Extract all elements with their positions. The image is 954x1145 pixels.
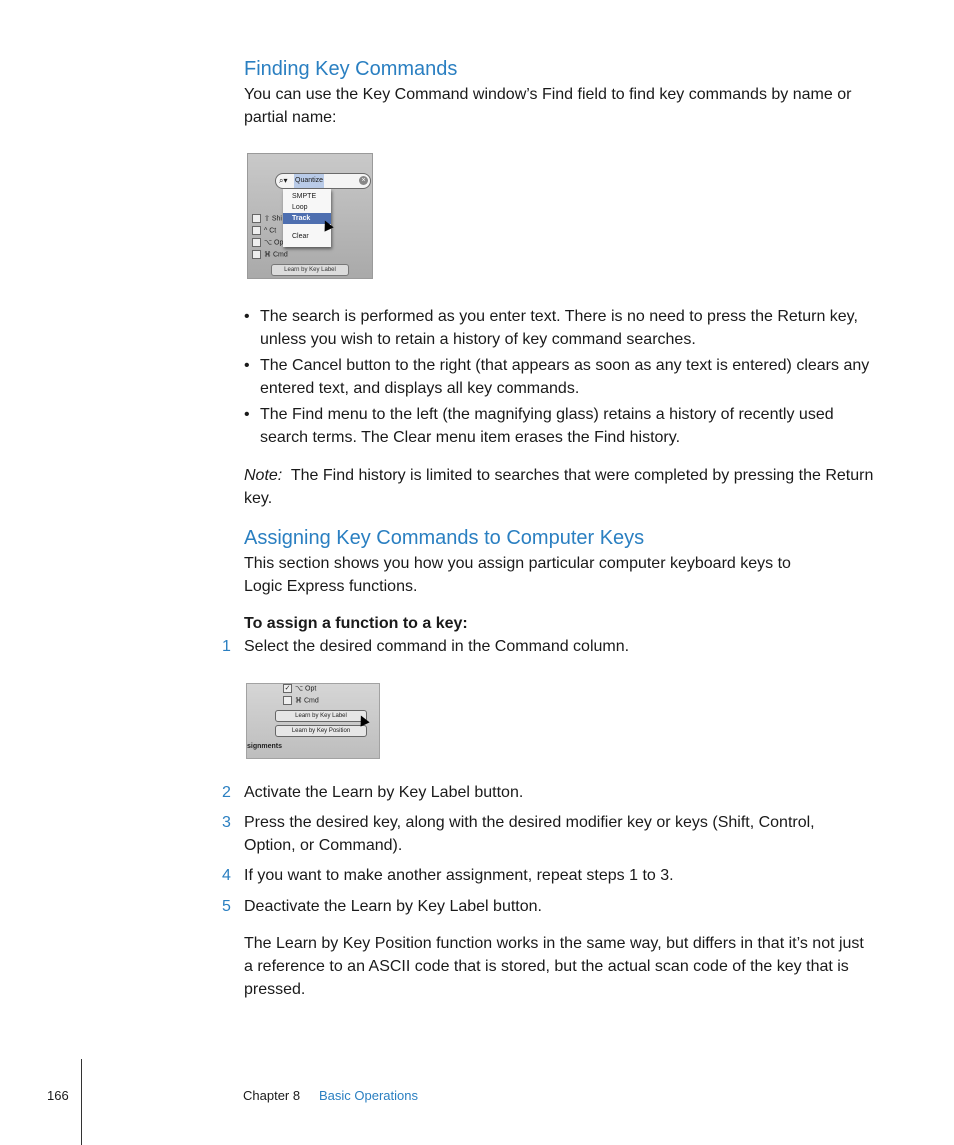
chapter-label: Chapter 8: [243, 1088, 301, 1103]
menu-item-track: Track: [283, 213, 331, 224]
search-value: Quantize: [294, 174, 324, 188]
menu-item-clear: Clear: [292, 233, 309, 240]
closing-paragraph: The Learn by Key Position function works in the same way, but differs in that it’s not just a reference to an ASCII code that is stored, but the actual scan code of the key that is pressed.: [244, 935, 864, 998]
task-title: To assign a function to a key:: [244, 615, 468, 632]
find-menu: [283, 189, 331, 247]
bullet-icon: •: [244, 308, 250, 325]
menu-item-smpte: SMPTE: [292, 193, 317, 200]
learn-by-key-label-button: Learn by Key Label: [271, 264, 349, 276]
step-item: 3 Press the desired key, along with the desired modifier key or keys (Shift, Control, Option, or Command).: [222, 814, 815, 854]
bullet-icon: •: [244, 357, 250, 374]
step-item: 2 Activate the Learn by Key Label button.: [222, 784, 524, 801]
menu-item-loop: Loop: [292, 204, 308, 211]
assignments-label: signments: [247, 743, 283, 750]
magnifying-glass-icon: ⌕▾: [279, 176, 288, 185]
row-opt: ⌥ Op: [252, 238, 283, 247]
row-opt: ✓ ⌥ Opt: [284, 685, 317, 693]
cancel-icon: ×: [359, 176, 368, 185]
note-label: Note:: [244, 467, 283, 484]
bullet-item: • The Find menu to the left (the magnifying glass) retains a history of recently used search terms. The Clear menu item erases the Find history.: [244, 403, 874, 449]
step-item: 4 If you want to make another assignment, repeat steps 1 to 3.: [222, 867, 674, 884]
learn-by-key-label-button: Learn by Key Label: [275, 710, 367, 722]
row-cmd: ⌘ Cmd: [283, 696, 319, 705]
footer-divider: [81, 1059, 82, 1145]
bullet-item: • The Cancel button to the right (that appears as soon as any text is entered) clears any entered text, and displays all key commands.: [244, 354, 874, 400]
section-heading-assigning-key-commands: Assigning Key Commands to Computer Keys: [244, 527, 645, 549]
note-text: The Find history is limited to searches that were completed by pressing the Return key.: [244, 467, 874, 507]
learn-button-screenshot: [246, 683, 380, 759]
section2-intro: This section shows you how you assign particular computer keyboard keys to Logic Express functions.: [244, 555, 791, 595]
bullet-item: • The search is performed as you enter text. There is no need to press the Return key, unless you wish to retain a history of key command searches.: [244, 305, 874, 351]
bullet-icon: •: [244, 406, 250, 423]
search-field: [275, 173, 371, 189]
row-shift: ⇧ Shi: [252, 214, 282, 223]
row-cmd: ⌘ Cmd: [252, 250, 288, 259]
intro-paragraph: You can use the Key Command window’s Find field to find key commands by name or partial name:: [244, 86, 852, 126]
step-item: 1 Select the desired command in the Command column.: [222, 638, 630, 655]
find-field-screenshot: [247, 153, 373, 279]
learn-by-key-position-button: Learn by Key Position: [275, 725, 367, 737]
note-paragraph: [244, 464, 874, 510]
row-ctrl: ^ Ct: [252, 226, 276, 235]
page-number: 166: [47, 1088, 69, 1103]
section-label: Basic Operations: [319, 1088, 418, 1103]
step-item: 5 Deactivate the Learn by Key Label button.: [222, 898, 542, 915]
section-heading-finding-key-commands: Finding Key Commands: [244, 58, 458, 80]
